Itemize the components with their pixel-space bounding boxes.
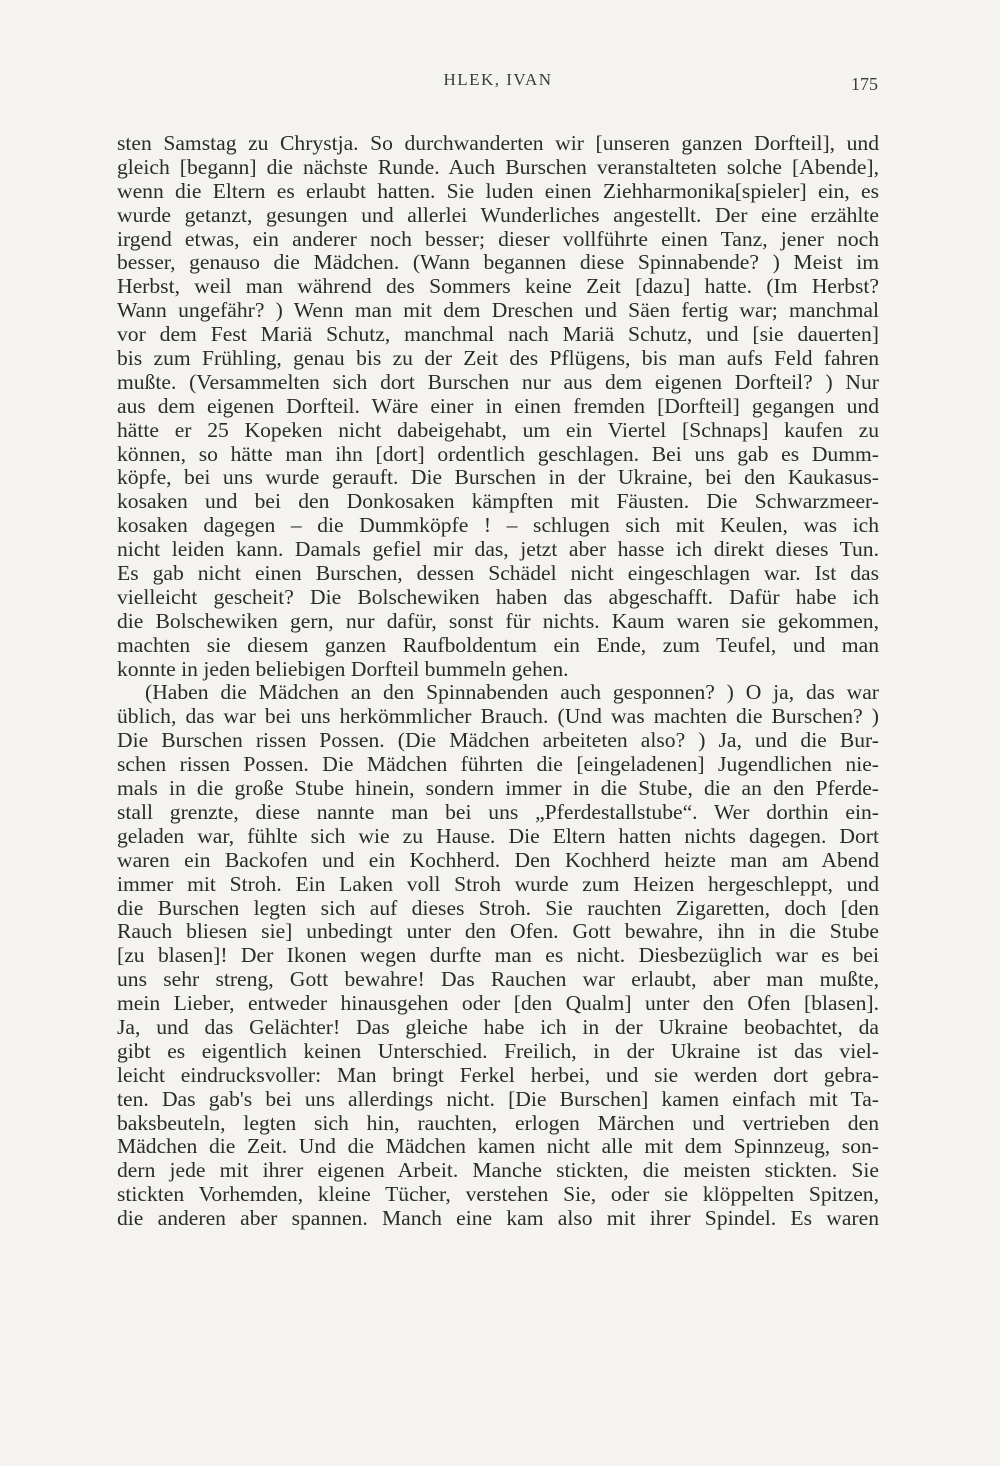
text-line: stall grenzte, diese nannte man bei uns „Pferdestallstube“. Wer dorthin ein- [117, 800, 879, 824]
text-line: (Haben die Mädchen an den Spinnabenden auch gesponnen? ) O ja, das war [145, 681, 879, 705]
text-line: mein Lieber, entweder hinausgehen oder [den Qualm] unter den Ofen [blasen]. [117, 992, 879, 1016]
text-line: mals in die große Stube hinein, sondern immer in die Stube, die an den Pferde- [117, 777, 879, 801]
text-line: irgend etwas, ein anderer noch besser; dieser vollführte einen Tanz, jener noch [117, 227, 879, 251]
text-line: immer mit Stroh. Ein Laken voll Stroh wurde zum Heizen hergeschleppt, und [117, 872, 879, 896]
text-line: [zu blasen]! Der Ikonen wegen durfte man es nicht. Diesbezüglich war es bei [117, 944, 879, 968]
text-line: Es gab nicht einen Burschen, dessen Schädel nicht eingeschlagen war. Ist das [117, 562, 879, 586]
text-line: dern jede mit ihrer eigenen Arbeit. Manche stickten, die meisten stickten. Sie [117, 1159, 879, 1183]
text-line: ten. Das gab's bei uns allerdings nicht. [Die Burschen] kamen einfach mit Ta- [117, 1087, 879, 1111]
text-line: gleich [begann] die nächste Runde. Auch Burschen veranstalteten solche [Abende], [117, 155, 879, 179]
text-line: Wann ungefähr? ) Wenn man mit dem Dreschen und Säen fertig war; manchmal [117, 299, 879, 323]
text-line: stickten Vorhemden, kleine Tücher, verstehen Sie, oder sie klöppelten Spitzen, [117, 1183, 879, 1207]
text-line: wenn die Eltern es erlaubt hatten. Sie luden einen Ziehharmonika[spieler] ein, es [117, 179, 879, 203]
text-line: aus dem eigenen Dorfteil. Wäre einer in einen fremden [Dorfteil] gegangen und [117, 394, 879, 418]
text-line: machten sie diesem ganzen Raufboldentum ein Ende, zum Teufel, und man [117, 633, 879, 657]
text-line: kosaken dagegen – die Dummköpfe ! – schlugen sich mit Keulen, was ich [117, 514, 879, 538]
text-line: Herbst, weil man während des Sommers keine Zeit [dazu] hatte. (Im Herbst? [117, 275, 879, 299]
running-header [118, 70, 878, 100]
text-line: vor dem Fest Mariä Schutz, manchmal nach Mariä Schutz, und [sie dauerten] [117, 323, 879, 347]
text-line: bis zum Frühling, genau bis zu der Zeit des Pflügens, bis man aufs Feld fahren [117, 347, 879, 371]
text-line: hätte er 25 Kopeken nicht dabeigehabt, um ein Viertel [Schnaps] kaufen zu [117, 418, 879, 442]
text-line: die Burschen legten sich auf dieses Stroh. Sie rauchten Zigaretten, doch [den [117, 896, 879, 920]
text-line: Ja, und das Gelächter! Das gleiche habe ich in der Ukraine beobachtet, da [117, 1015, 879, 1039]
text-line: vielleicht gescheit? Die Bolschewiken haben das abgeschafft. Dafür habe ich [117, 585, 879, 609]
text-line: üblich, das war bei uns herkömmlicher Brauch. (Und was machten die Burschen? ) [117, 705, 879, 729]
text-line: geladen war, fühlte sich wie zu Hause. Die Eltern hatten nichts dagegen. Dort [117, 824, 879, 848]
text-line: Rauch bliesen sie] unbedingt unter den Ofen. Gott bewahre, ihn in die Stube [117, 920, 879, 944]
text-line: die Bolschewiken gern, nur dafür, sonst für nichts. Kaum waren sie gekommen, [117, 609, 879, 633]
text-line: besser, genauso die Mädchen. (Wann begannen diese Spinnabende? ) Meist im [117, 251, 879, 275]
text-line: leicht eindrucksvoller: Man bringt Ferkel herbei, und sie werden dort gebra- [117, 1063, 879, 1087]
text-line: gibt es eigentlich keinen Unterschied. Freilich, in der Ukraine ist das viel- [117, 1039, 879, 1063]
text-line: mußte. (Versammelten sich dort Burschen nur aus dem eigenen Dorfteil? ) Nur [117, 370, 879, 394]
text-line: schen rissen Possen. Die Mädchen führten die [eingeladenen] Jugendlichen nie- [117, 753, 879, 777]
body-text [117, 132, 879, 1231]
text-line: wurde getanzt, gesungen und allerlei Wunderliches angestellt. Der eine erzählte [117, 203, 879, 227]
text-line: nicht leiden kann. Damals gefiel mir das, jetzt aber hasse ich direkt dieses Tun. [117, 538, 879, 562]
running-title: HLEK, IVAN [443, 70, 553, 89]
text-line: baksbeuteln, legten sich hin, rauchten, erlogen Märchen und vertrieben den [117, 1111, 879, 1135]
text-line: köpfe, bei uns wurde gerauft. Die Burschen in der Ukraine, bei den Kaukasus- [117, 466, 879, 490]
text-line: die anderen aber spannen. Manch eine kam also mit ihrer Spindel. Es waren [117, 1207, 879, 1231]
text-line: Mädchen die Zeit. Und die Mädchen kamen nicht alle mit dem Spinnzeug, son- [117, 1135, 879, 1159]
text-line: konnte in jeden beliebigen Dorfteil bummeln gehen. [117, 657, 569, 681]
text-line: können, so hätte man ihn [dort] ordentlich geschlagen. Bei uns gab es Dumm- [117, 442, 879, 466]
text-line: Die Burschen rissen Possen. (Die Mädchen arbeiteten also? ) Ja, und die Bur- [117, 729, 879, 753]
page-number: 175 [851, 74, 878, 94]
text-line: kosaken und bei den Donkosaken kämpften mit Fäusten. Die Schwarzmeer- [117, 490, 879, 514]
text-line: uns sehr streng, Gott bewahre! Das Rauchen war erlaubt, aber man mußte, [117, 968, 879, 992]
text-line: sten Samstag zu Chrystja. So durchwanderten wir [unseren ganzen Dorfteil], und [117, 132, 879, 155]
text-line: waren ein Backofen und ein Kochherd. Den Kochherd heizte man am Abend [117, 848, 879, 872]
